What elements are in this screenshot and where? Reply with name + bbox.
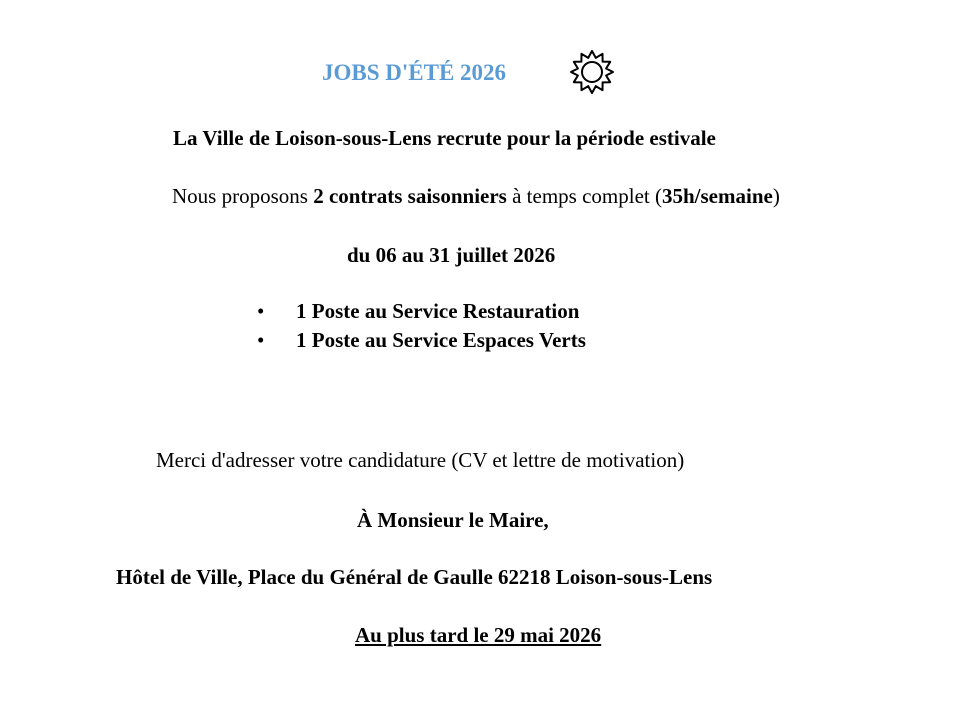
sun-icon <box>569 49 615 95</box>
post-espaces-verts: 1 Poste au Service Espaces Verts <box>296 328 586 352</box>
page-title: JOBS D'ÉTÉ 2026 <box>322 60 507 85</box>
intro-text: La Ville de Loison-sous-Lens recrute pour la période estivale <box>173 126 716 150</box>
recipient-text: À Monsieur le Maire, <box>357 508 549 532</box>
offer-middle: à temps complet ( <box>506 184 662 208</box>
offer-hours: 35h/semaine <box>661 184 773 208</box>
application-text: Merci d'adresser votre candidature (CV et lettre de motivation) <box>156 448 685 472</box>
bullet-mark: • <box>257 299 265 323</box>
offer-prefix: Nous proposons <box>172 184 314 208</box>
dates-text: du 06 au 31 juillet 2026 <box>347 243 556 267</box>
offer-suffix: ) <box>772 184 780 208</box>
bullet-mark: • <box>257 328 265 352</box>
deadline-text: Au plus tard le 29 mai 2026 <box>355 623 602 647</box>
offer-text <box>172 183 780 209</box>
offer-contracts: 2 contrats saisonniers <box>313 184 507 208</box>
post-restauration: 1 Poste au Service Restauration <box>296 299 580 323</box>
address-text: Hôtel de Ville, Place du Général de Gaulle 62218 Loison-sous-Lens <box>116 565 713 589</box>
